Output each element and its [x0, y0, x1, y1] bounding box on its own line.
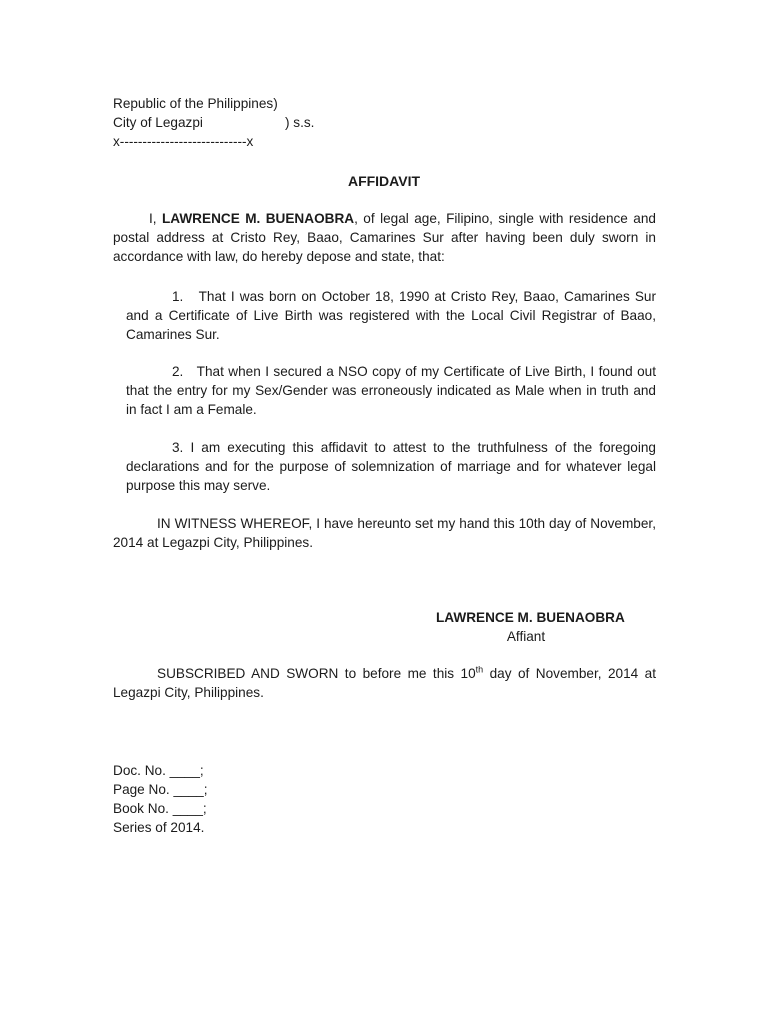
jurat-superscript: th [475, 664, 484, 675]
jurat-before: SUBSCRIBED AND SWORN to before me this 10 [157, 666, 476, 681]
item-text: I am executing this affidavit to attest to the truthfulness of the foregoing declarations and for the purpose of solemnization of marriage and for whatever legal purpose this may serve. [126, 440, 656, 493]
intro-affiant-name: LAWRENCE M. BUENAOBRA [161, 211, 355, 226]
notarial-register [113, 761, 313, 837]
item-number: 3. [172, 440, 184, 455]
witness-clause: IN WITNESS WHEREOF, I have hereunto set my hand this 10th day of November, 2014 at Legazpi City, Philippines. [113, 516, 656, 550]
intro-opening: I, [149, 211, 162, 226]
jurat-paragraph [113, 664, 656, 702]
item-text: That when I secured a NSO copy of my Certificate of Live Birth, I found out that the entry for my Sex/Gender was erroneously indicated as Male when in truth and in fact I am a Female. [126, 364, 656, 417]
item-number: 2. [172, 364, 184, 379]
caption-city-row [113, 113, 433, 132]
intro-text: , of legal age, Filipino, single with residence and postal address at Cristo Rey, Baao, Camarines Sur after having been duly sworn in accordance with law, do hereby depose and state, that: [113, 211, 656, 264]
caption-country: Republic of the Philippines) [113, 96, 278, 111]
book-no: Book No. ____; [113, 801, 207, 816]
signature-name: LAWRENCE M. BUENAOBRA [436, 610, 625, 625]
intro-paragraph [113, 209, 656, 266]
caption-separator: x----------------------------x [113, 134, 254, 149]
item-number: 1. [172, 289, 184, 304]
signature-role: Affiant [506, 629, 546, 644]
doc-no: Doc. No. ____; [113, 763, 204, 778]
series: Series of 2014. [113, 820, 205, 835]
statement-item-1 [126, 287, 656, 344]
item-text: That I was born on October 18, 1990 at Cristo Rey, Baao, Camarines Sur and a Certificate of Live Birth was registered with the Local Civil Registrar of Baao, Camarines Sur. [126, 289, 656, 342]
caption-city: City of Legazpi [113, 115, 203, 130]
venue-caption [113, 94, 433, 151]
statement-item-2 [126, 362, 656, 419]
jurat-after: day of November, 2014 at Legazpi City, Philippines. [113, 666, 656, 700]
document-title: AFFIDAVIT [347, 173, 421, 189]
caption-venue-mark: ) s.s. [285, 115, 315, 130]
statement-item-3 [126, 438, 656, 495]
page-no: Page No. ____; [113, 782, 208, 797]
